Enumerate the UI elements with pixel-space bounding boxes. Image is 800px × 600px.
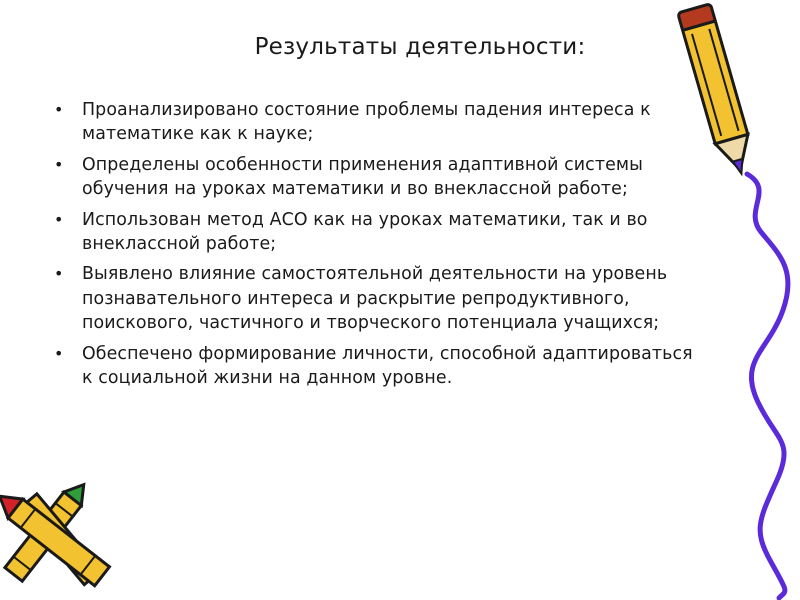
bullet-list (52, 98, 702, 396)
list-item (52, 98, 702, 147)
list-item (52, 262, 702, 335)
crayons-icon (0, 478, 170, 600)
bullet-dot-icon: • (54, 209, 64, 229)
bullet-dot-icon: • (54, 154, 64, 174)
list-item-text: Использован метод АСО как на уроках математики, так и во внеклассной работе; (82, 209, 648, 255)
list-item-text: Выявлено влияние самостоятельной деятельности на уровень познавательного интереса и раскрытие репродуктивного, поискового, частичного и творческого потенциала учащихся; (82, 264, 668, 334)
bullet-dot-icon: • (54, 264, 64, 284)
slide-title: Результаты деятельности: (254, 34, 586, 60)
list-item-text: Проанализировано состояние проблемы падения интереса к математике как к науке; (82, 100, 651, 145)
list-item (52, 342, 702, 391)
list-item (52, 153, 702, 202)
bullet-dot-icon: • (54, 343, 64, 363)
list-item-text: Определены особенности применения адаптивной системы обучения на уроках математики и во внеклассной работе; (82, 154, 643, 200)
squiggle-line-icon (735, 170, 800, 600)
bullet-dot-icon: • (54, 100, 64, 119)
pencil-icon (672, 0, 772, 190)
list-item-text: Обеспечено формирование личности, способной адаптироваться к социальной жизни на данном уровне. (82, 343, 693, 389)
list-item (52, 208, 702, 257)
